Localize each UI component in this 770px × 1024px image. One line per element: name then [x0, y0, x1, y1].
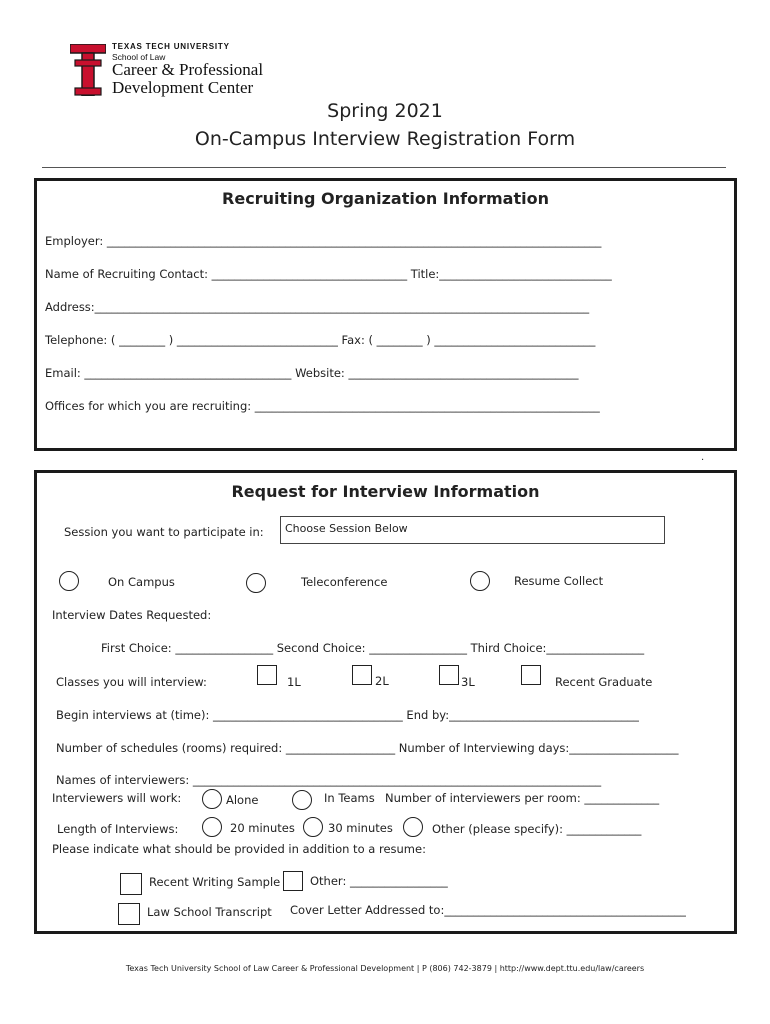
- page-title-term: Spring 2021: [327, 100, 443, 122]
- transcript-checkbox[interactable]: [118, 903, 140, 925]
- stray-dot: .: [701, 452, 705, 463]
- ttu-double-t-logo: [70, 44, 106, 96]
- other-checkbox[interactable]: [283, 871, 303, 891]
- resume-collect-label: Resume Collect: [514, 574, 604, 588]
- length-20-label: 20 minutes: [230, 821, 295, 835]
- org-info-heading: Recruiting Organization Information: [222, 189, 549, 208]
- logo-line1: Career & Professional: [112, 60, 264, 79]
- transcript-label: Law School Transcript: [147, 905, 272, 919]
- interview-request-heading: Request for Interview Information: [231, 482, 540, 501]
- schedules-days-field[interactable]: Number of schedules (rooms) required: ___________________ Number of Interviewing days:___________________: [56, 741, 679, 755]
- title-divider: [42, 167, 726, 168]
- session-select[interactable]: Choose Session Below: [280, 516, 665, 544]
- provide-instructions: Please indicate what should be provided in addition to a resume:: [52, 842, 426, 856]
- teleconference-label: Teleconference: [301, 575, 388, 589]
- interview-dates-label: Interview Dates Requested:: [52, 608, 212, 622]
- email-website-field[interactable]: Email: ____________________________________ Website: ________________________________________: [45, 366, 579, 380]
- cover-letter-field[interactable]: Cover Letter Addressed to:__________________________________________: [290, 903, 686, 917]
- work-alone-radio[interactable]: [202, 789, 222, 809]
- work-teams-label: In Teams: [324, 791, 375, 805]
- writing-sample-label: Recent Writing Sample: [149, 875, 281, 889]
- recent-graduate-label: Recent Graduate: [555, 675, 653, 689]
- teleconference-radio[interactable]: [246, 573, 266, 593]
- employer-field[interactable]: Employer: ______________________________________________________________________________________: [45, 234, 602, 248]
- interviewer-names-field[interactable]: Names of interviewers: _______________________________________________________________________: [56, 773, 602, 787]
- offices-field[interactable]: Offices for which you are recruiting: ____________________________________________________________: [45, 399, 600, 413]
- length-30-radio[interactable]: [303, 817, 323, 837]
- work-teams-radio[interactable]: [292, 790, 312, 810]
- session-label: Session you want to participate in:: [64, 525, 264, 539]
- length-20-radio[interactable]: [202, 817, 222, 837]
- writing-sample-checkbox[interactable]: [120, 873, 142, 895]
- class-3l-label: 3L: [461, 675, 475, 689]
- recruiting-contact-field[interactable]: Name of Recruiting Contact: __________________________________ Title:______________________________: [45, 267, 612, 281]
- length-other-field[interactable]: Other (please specify): _____________: [432, 822, 642, 836]
- telephone-fax-field[interactable]: Telephone: ( ________ ) ____________________________ Fax: ( ________ ) ____________________________: [45, 333, 596, 347]
- page-title: On-Campus Interview Registration Form: [194, 128, 576, 150]
- address-field[interactable]: Address:______________________________________________________________________________________: [45, 300, 590, 314]
- logo-school: School of Law: [112, 52, 166, 62]
- class-3l-checkbox[interactable]: [439, 665, 459, 685]
- length-label: Length of Interviews:: [57, 822, 179, 836]
- on-campus-label: On Campus: [108, 575, 175, 589]
- recent-graduate-checkbox[interactable]: [521, 665, 541, 685]
- date-choices-field[interactable]: First Choice: _________________ Second Choice: _________________ Third Choice:_________________: [101, 641, 645, 655]
- logo-university: TEXAS TECH UNIVERSITY: [112, 42, 230, 51]
- class-2l-checkbox[interactable]: [352, 665, 372, 685]
- classes-label: Classes you will interview:: [56, 675, 207, 689]
- class-1l-checkbox[interactable]: [257, 665, 277, 685]
- other-field[interactable]: Other: _________________: [310, 874, 448, 888]
- length-30-label: 30 minutes: [328, 821, 393, 835]
- footer-contact: Texas Tech University School of Law Career & Professional Development | P (806) 742-3879 | http://www.dept.ttu.edu/law/careers: [125, 964, 645, 973]
- work-alone-label: Alone: [226, 793, 259, 807]
- class-2l-label: 2L: [375, 674, 389, 688]
- begin-end-field[interactable]: Begin interviews at (time): _________________________________ End by:_________________________________: [56, 708, 639, 722]
- resume-collect-radio[interactable]: [470, 571, 490, 591]
- class-1l-label: 1L: [287, 675, 301, 689]
- interviewers-work-label: Interviewers will work:: [52, 791, 182, 805]
- length-other-radio[interactable]: [403, 817, 423, 837]
- interviewers-per-room-field[interactable]: Number of interviewers per room: _____________: [385, 791, 660, 805]
- logo-line2: Development Center: [112, 78, 254, 97]
- on-campus-radio[interactable]: [59, 571, 79, 591]
